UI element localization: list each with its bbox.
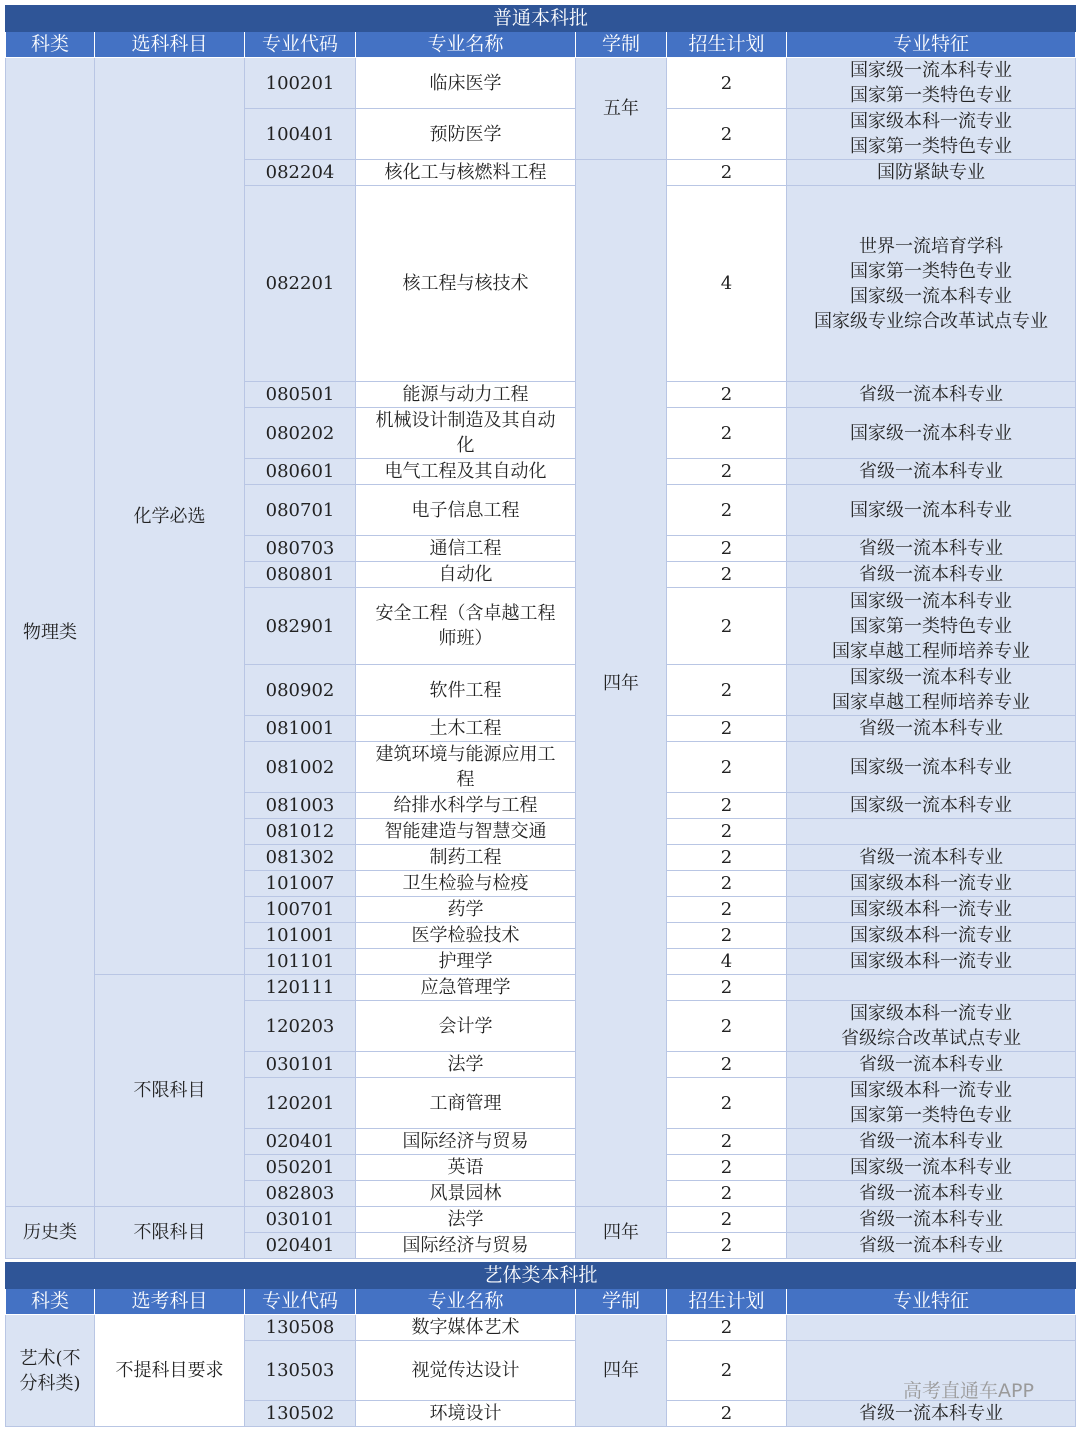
enrollment-plan: 2 — [667, 382, 787, 408]
major-code: 030101 — [245, 1207, 356, 1233]
major-feature — [787, 536, 1076, 562]
major-name: 会计学 — [356, 1001, 576, 1052]
major-code: 082901 — [245, 588, 356, 665]
major-feature — [787, 1315, 1076, 1341]
column-header: 选考科目 — [95, 1289, 245, 1315]
major-feature — [787, 897, 1076, 923]
major-feature — [787, 186, 1076, 382]
major-feature-line: 省级一流本科专业 — [859, 718, 1004, 739]
major-feature-line: 国家级一流本科专业 — [850, 422, 1013, 444]
major-name — [356, 742, 576, 793]
column-header: 学制 — [576, 32, 667, 58]
enrollment-plan: 2 — [667, 1129, 787, 1155]
major-feature — [787, 160, 1076, 186]
column-header: 招生计划 — [667, 32, 787, 58]
major-feature — [787, 1207, 1076, 1233]
column-header: 专业名称 — [356, 32, 576, 58]
major-feature — [787, 485, 1076, 536]
watermark-text: 高考直通车APP — [903, 1380, 1034, 1402]
section-title: 艺体类本科批 — [6, 1263, 1076, 1289]
major-name: 电气工程及其自动化 — [356, 459, 576, 485]
major-feature-line: 国家级本科一流专业 — [850, 111, 1013, 132]
major-feature — [787, 1052, 1076, 1078]
major-feature — [787, 819, 1076, 845]
duration-five-years: 五年 — [576, 58, 667, 160]
major-code: 100701 — [245, 897, 356, 923]
enrollment-plan: 2 — [667, 408, 787, 459]
major-code: 081012 — [245, 819, 356, 845]
major-code: 080601 — [245, 459, 356, 485]
major-feature — [787, 109, 1076, 160]
enrollment-plan: 2 — [667, 871, 787, 897]
major-feature-line: 国家级本科一流专业 — [850, 1003, 1013, 1024]
section-title: 普通本科批 — [6, 6, 1076, 32]
enrollment-plan: 2 — [667, 1155, 787, 1181]
major-name-line: 安全工程（含卓越工程 — [375, 603, 556, 624]
major-code: 082204 — [245, 160, 356, 186]
major-feature — [787, 665, 1076, 716]
major-feature-line: 国家级一流本科专业 — [850, 60, 1013, 81]
major-feature — [787, 923, 1076, 949]
enrollment-plan: 2 — [667, 923, 787, 949]
major-feature — [787, 1233, 1076, 1259]
major-feature-line: 省级一流本科专业 — [859, 384, 1004, 405]
enrollment-plan: 2 — [667, 1052, 787, 1078]
major-feature — [787, 1401, 1076, 1427]
major-name: 核化工与核燃料工程 — [356, 160, 576, 186]
enrollment-plan: 2 — [667, 716, 787, 742]
major-name-line: 师班） — [438, 628, 493, 649]
major-name: 卫生检验与检疫 — [356, 871, 576, 897]
major-name: 国际经济与贸易 — [356, 1233, 576, 1259]
enrollment-plan: 2 — [667, 1401, 787, 1427]
enrollment-plan: 2 — [667, 58, 787, 109]
enrollment-plan: 2 — [667, 897, 787, 923]
table-row — [6, 1207, 1076, 1233]
enrollment-plan: 2 — [667, 793, 787, 819]
major-feature-line: 国家级本科一流专业 — [850, 899, 1013, 920]
major-feature — [787, 1078, 1076, 1129]
major-feature-line: 省级一流本科专业 — [859, 564, 1004, 585]
major-code: 120111 — [245, 975, 356, 1001]
major-code: 082803 — [245, 1181, 356, 1207]
subject-category-history: 历史类 — [6, 1207, 95, 1259]
major-feature — [787, 871, 1076, 897]
major-code: 080902 — [245, 665, 356, 716]
major-code: 080703 — [245, 536, 356, 562]
major-feature-line: 国家级本科一流专业 — [850, 1080, 1013, 1101]
enrollment-plan: 2 — [667, 459, 787, 485]
table-row — [6, 58, 1076, 109]
major-feature-line: 国家第一类特色专业 — [850, 615, 1013, 637]
major-name: 法学 — [356, 1207, 576, 1233]
major-feature-line: 省级一流本科专业 — [859, 1054, 1004, 1075]
major-code: 130503 — [245, 1341, 356, 1401]
subject-category-art — [6, 1315, 95, 1427]
major-feature-line: 国家卓越工程师培养专业 — [832, 640, 1031, 662]
enrollment-plan: 2 — [667, 1341, 787, 1401]
major-name: 通信工程 — [356, 536, 576, 562]
column-header: 选科科目 — [95, 32, 245, 58]
major-feature-line: 国家级本科一流专业 — [850, 925, 1013, 946]
column-header: 科类 — [6, 32, 95, 58]
major-feature-line: 国家级一流本科专业 — [850, 499, 1013, 521]
major-feature-line: 省级一流本科专业 — [859, 461, 1004, 482]
enrollment-plan: 4 — [667, 186, 787, 382]
enrollment-plan: 2 — [667, 742, 787, 793]
major-code: 101101 — [245, 949, 356, 975]
major-name: 工商管理 — [356, 1078, 576, 1129]
column-header: 专业名称 — [356, 1289, 576, 1315]
major-feature-line: 省级一流本科专业 — [859, 1131, 1004, 1152]
table-row — [6, 1315, 1076, 1341]
major-feature — [787, 459, 1076, 485]
major-code: 081302 — [245, 845, 356, 871]
major-name: 能源与动力工程 — [356, 382, 576, 408]
enrollment-plan: 2 — [667, 1207, 787, 1233]
section-banner-row — [6, 6, 1076, 32]
major-code: 080202 — [245, 408, 356, 459]
column-header: 专业代码 — [245, 32, 356, 58]
major-code: 100401 — [245, 109, 356, 160]
major-feature-line: 国家级一流本科专业 — [850, 1157, 1013, 1178]
major-feature-line: 国家级本科一流专业 — [850, 951, 1013, 972]
major-name: 土木工程 — [356, 716, 576, 742]
major-feature — [787, 845, 1076, 871]
major-code: 020401 — [245, 1129, 356, 1155]
major-name: 医学检验技术 — [356, 923, 576, 949]
elective-no-limit: 不限科目 — [95, 1207, 245, 1259]
major-name: 英语 — [356, 1155, 576, 1181]
column-header-row — [6, 1289, 1076, 1315]
enrollment-plan: 2 — [667, 819, 787, 845]
enrollment-plan: 2 — [667, 109, 787, 160]
major-name: 国际经济与贸易 — [356, 1129, 576, 1155]
column-header: 招生计划 — [667, 1289, 787, 1315]
major-feature-line: 省级一流本科专业 — [859, 538, 1004, 559]
major-name: 数字媒体艺术 — [356, 1315, 576, 1341]
enrollment-plan: 2 — [667, 1233, 787, 1259]
enrollment-plan: 2 — [667, 975, 787, 1001]
major-name — [356, 588, 576, 665]
major-code: 081002 — [245, 742, 356, 793]
major-code: 080501 — [245, 382, 356, 408]
major-name: 核工程与核技术 — [356, 186, 576, 382]
major-name: 给排水科学与工程 — [356, 793, 576, 819]
column-header: 学制 — [576, 1289, 667, 1315]
major-code: 101007 — [245, 871, 356, 897]
major-code: 030101 — [245, 1052, 356, 1078]
major-feature-line: 国家级一流本科专业 — [850, 285, 1013, 307]
major-name: 环境设计 — [356, 1401, 576, 1427]
major-feature-line: 国家级本科一流专业 — [850, 873, 1013, 894]
major-name-line: 建筑环境与能源应用工 — [375, 744, 556, 765]
major-feature — [787, 716, 1076, 742]
major-feature-line: 国家级一流本科专业 — [850, 667, 1013, 688]
major-feature — [787, 793, 1076, 819]
enrollment-plan: 2 — [667, 1001, 787, 1052]
major-name: 风景园林 — [356, 1181, 576, 1207]
major-name-line: 机械设计制造及其自动 — [375, 410, 556, 431]
major-feature-line: 省级一流本科专业 — [859, 847, 1004, 868]
major-feature — [787, 1155, 1076, 1181]
major-feature-line: 国家第一类特色专业 — [850, 85, 1013, 106]
major-feature-line: 国家第一类特色专业 — [850, 260, 1013, 282]
enrollment-plan: 2 — [667, 536, 787, 562]
major-name: 软件工程 — [356, 665, 576, 716]
major-feature-line: 世界一流培育学科 — [859, 235, 1004, 257]
major-feature — [787, 408, 1076, 459]
enrollment-plan: 4 — [667, 949, 787, 975]
major-code: 100201 — [245, 58, 356, 109]
enrollment-plan: 2 — [667, 1315, 787, 1341]
major-feature-line: 国家第一类特色专业 — [850, 136, 1013, 157]
major-code: 081001 — [245, 716, 356, 742]
major-name: 电子信息工程 — [356, 485, 576, 536]
enrollment-plan: 2 — [667, 588, 787, 665]
enrollment-plan: 2 — [667, 1078, 787, 1129]
column-header: 专业特征 — [787, 1289, 1076, 1315]
major-feature-line: 省级一流本科专业 — [859, 1235, 1004, 1256]
enrollment-plan: 2 — [667, 845, 787, 871]
column-header: 专业代码 — [245, 1289, 356, 1315]
major-code: 020401 — [245, 1233, 356, 1259]
major-feature-line: 国家第一类特色专业 — [850, 1105, 1013, 1126]
major-code: 050201 — [245, 1155, 356, 1181]
major-name: 护理学 — [356, 949, 576, 975]
major-feature — [787, 742, 1076, 793]
major-code: 101001 — [245, 923, 356, 949]
major-name — [356, 408, 576, 459]
major-feature-line: 省级一流本科专业 — [859, 1403, 1003, 1424]
duration-four-years: 四年 — [576, 1207, 667, 1259]
major-feature — [787, 1001, 1076, 1052]
column-header-row — [6, 32, 1076, 58]
major-code: 120201 — [245, 1078, 356, 1129]
enrollment-plan: 2 — [667, 665, 787, 716]
table-row — [6, 975, 1076, 1001]
column-header: 专业特征 — [787, 32, 1076, 58]
enrollment-plan: 2 — [667, 485, 787, 536]
major-code: 082201 — [245, 186, 356, 382]
duration-four-years: 四年 — [576, 1315, 667, 1427]
major-code: 080801 — [245, 562, 356, 588]
elective-no-limit: 不限科目 — [95, 975, 245, 1207]
major-name: 应急管理学 — [356, 975, 576, 1001]
major-name: 智能建造与智慧交通 — [356, 819, 576, 845]
major-code: 120203 — [245, 1001, 356, 1052]
major-feature — [787, 1181, 1076, 1207]
enrollment-plan: 2 — [667, 160, 787, 186]
major-feature — [787, 588, 1076, 665]
major-name: 视觉传达设计 — [356, 1341, 576, 1401]
major-name-line: 程 — [456, 769, 475, 790]
major-feature — [787, 1129, 1076, 1155]
major-name: 临床医学 — [356, 58, 576, 109]
major-feature — [787, 949, 1076, 975]
major-name: 预防医学 — [356, 109, 576, 160]
major-feature-line: 省级综合改革试点专业 — [841, 1028, 1022, 1049]
major-code: 080701 — [245, 485, 356, 536]
subject-category-art-line: 艺术(不 — [19, 1347, 81, 1369]
major-feature — [787, 562, 1076, 588]
major-feature-line: 国防紧缺专业 — [877, 162, 986, 183]
major-code: 130502 — [245, 1401, 356, 1427]
column-header: 科类 — [6, 1289, 95, 1315]
major-feature — [787, 58, 1076, 109]
major-feature-line: 省级一流本科专业 — [859, 1209, 1004, 1230]
duration-four-years: 四年 — [576, 160, 667, 1207]
major-feature-line: 国家级一流本科专业 — [850, 795, 1013, 816]
major-feature — [787, 975, 1076, 1001]
major-name: 药学 — [356, 897, 576, 923]
major-name: 法学 — [356, 1052, 576, 1078]
major-name: 自动化 — [356, 562, 576, 588]
enrollment-plan: 2 — [667, 1181, 787, 1207]
major-code: 130508 — [245, 1315, 356, 1341]
subject-category-art-line: 分科类) — [19, 1372, 81, 1394]
major-feature-line: 国家级一流本科专业 — [850, 756, 1013, 778]
major-feature — [787, 382, 1076, 408]
major-name: 制药工程 — [356, 845, 576, 871]
major-name-line: 化 — [456, 435, 475, 456]
major-feature-line: 国家级专业综合改革试点专业 — [814, 310, 1049, 332]
major-feature-line: 国家级一流本科专业 — [850, 590, 1013, 612]
elective-no-requirement: 不提科目要求 — [95, 1315, 245, 1427]
admission-table-regular — [5, 5, 1076, 1259]
section-banner-row — [6, 1263, 1076, 1289]
subject-category-physics: 物理类 — [6, 58, 95, 1207]
enrollment-plan: 2 — [667, 562, 787, 588]
major-feature-line: 国家卓越工程师培养专业 — [832, 692, 1031, 713]
major-code: 081003 — [245, 793, 356, 819]
major-feature-line: 省级一流本科专业 — [859, 1183, 1004, 1204]
elective-chemistry-required: 化学必选 — [95, 58, 245, 975]
